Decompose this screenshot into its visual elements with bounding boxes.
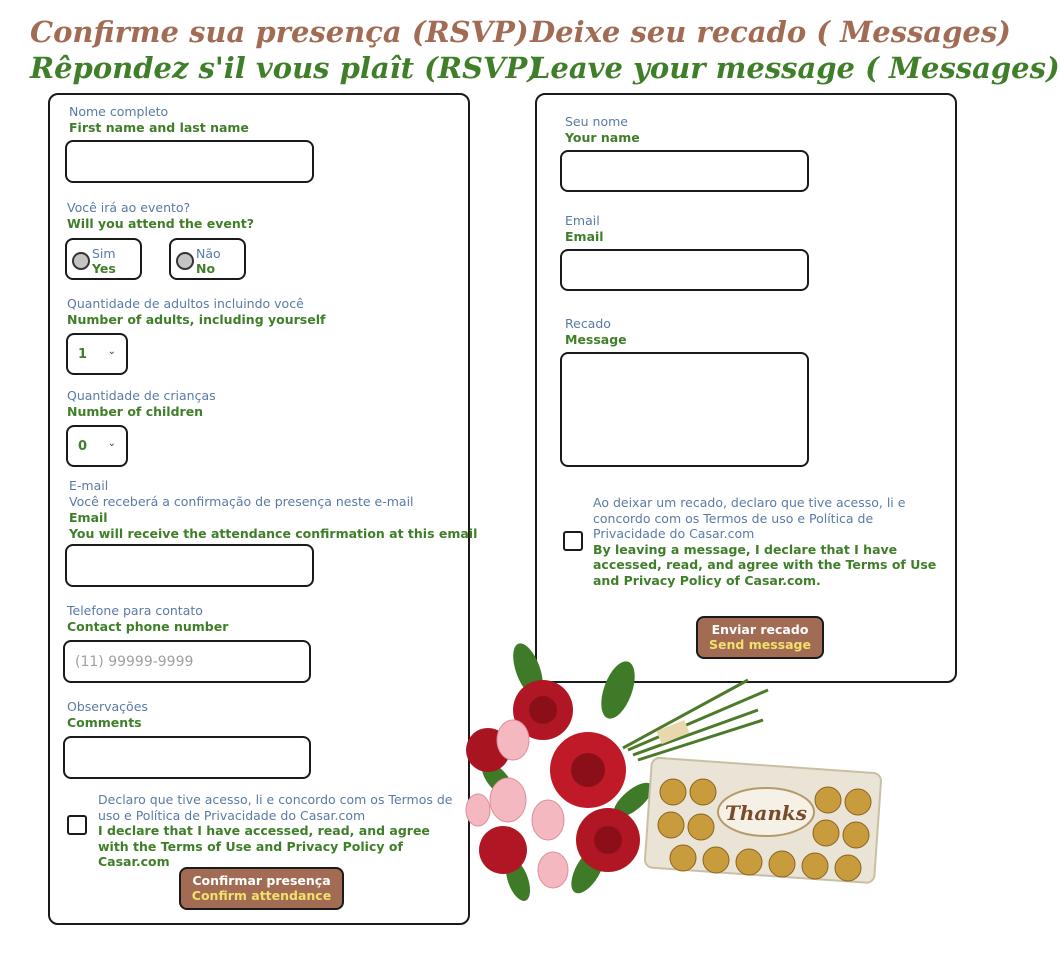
message-title-en: Leave your message ( Messages) <box>530 51 1060 85</box>
message-text-label: Recado Message <box>565 316 627 347</box>
rsvp-email-input[interactable] <box>65 544 314 587</box>
send-message-button[interactable]: Enviar recado Send message <box>696 616 824 659</box>
adults-label: Quantidade de adultos incluindo você Number of adults, including yourself <box>67 296 326 327</box>
children-select[interactable] <box>66 425 128 467</box>
stems-icon <box>623 680 768 760</box>
message-title-pt: Deixe seu recado ( Messages) <box>530 15 1011 49</box>
message-name-label: Seu nome Your name <box>565 114 640 145</box>
message-consent-checkbox[interactable] <box>563 531 583 551</box>
full-name-input[interactable] <box>65 140 314 183</box>
phone-label: Telefone para contato Contact phone number <box>67 603 229 634</box>
message-textarea-box[interactable] <box>560 352 809 467</box>
email-label: E-mail Você receberá a confirmação de presença neste e-mail Email You will receive the attendance confirmation at this email <box>69 478 478 541</box>
phone-field[interactable] <box>65 642 309 681</box>
adults-select-value: 1 <box>78 347 88 362</box>
name-label: Nome completo First name and last name <box>69 104 249 135</box>
radio-circle-icon[interactable] <box>72 252 90 270</box>
rsvp-title-pt: Confirme sua presença (RSVP) <box>30 15 529 49</box>
attend-label: Você irá ao evento? Will you attend the event? <box>67 200 254 231</box>
message-email-field[interactable] <box>562 251 807 289</box>
full-name-field[interactable] <box>67 142 312 181</box>
rsvp-email-field[interactable] <box>67 546 312 585</box>
rsvp-consent-text: Declaro que tive acesso, li e concordo com os Termos de uso e Política de Privacidade do Casar.com I declare that I have accessed, read, and agree with the Terms of Use and Privacy Policy of Casar.com <box>98 792 453 869</box>
message-textarea[interactable] <box>562 354 807 465</box>
phone-input[interactable] <box>63 640 311 683</box>
message-name-input[interactable] <box>560 150 809 192</box>
chocolate-box-icon <box>644 757 881 883</box>
message-email-label: Email Email <box>565 213 604 244</box>
message-email-input[interactable] <box>560 249 809 291</box>
roses-and-chocolates-image <box>458 640 888 910</box>
message-consent-text: Ao deixar um recado, declaro que tive acesso, li e concordo com os Termos de uso e Política de Privacidade do Casar.com By leaving a message, I declare that I have accessed, read, and agree with the Terms of Use and Privacy Policy of Casar.com. <box>593 495 937 588</box>
adults-select[interactable] <box>66 333 128 375</box>
rsvp-title-fr: Rêpondez s'il vous plaît (RSVP) <box>30 51 541 85</box>
comments-input[interactable] <box>63 736 311 779</box>
children-label: Quantidade de crianças Number of children <box>67 388 216 419</box>
radio-circle-icon[interactable] <box>176 252 194 270</box>
attend-yes-radio[interactable]: Sim Yes <box>65 238 142 280</box>
attend-no-radio[interactable]: Não No <box>169 238 246 280</box>
chevron-down-icon: ⌄ <box>107 438 116 449</box>
message-name-field[interactable] <box>562 152 807 190</box>
children-select-value: 0 <box>78 439 88 454</box>
thanks-label: Thanks <box>724 801 808 825</box>
comments-field[interactable] <box>65 738 309 777</box>
chevron-down-icon: ⌄ <box>107 346 116 357</box>
rsvp-consent-checkbox[interactable] <box>67 815 87 835</box>
confirm-attendance-button[interactable]: Confirmar presença Confirm attendance <box>179 867 344 910</box>
comments-label: Observações Comments <box>67 699 148 730</box>
